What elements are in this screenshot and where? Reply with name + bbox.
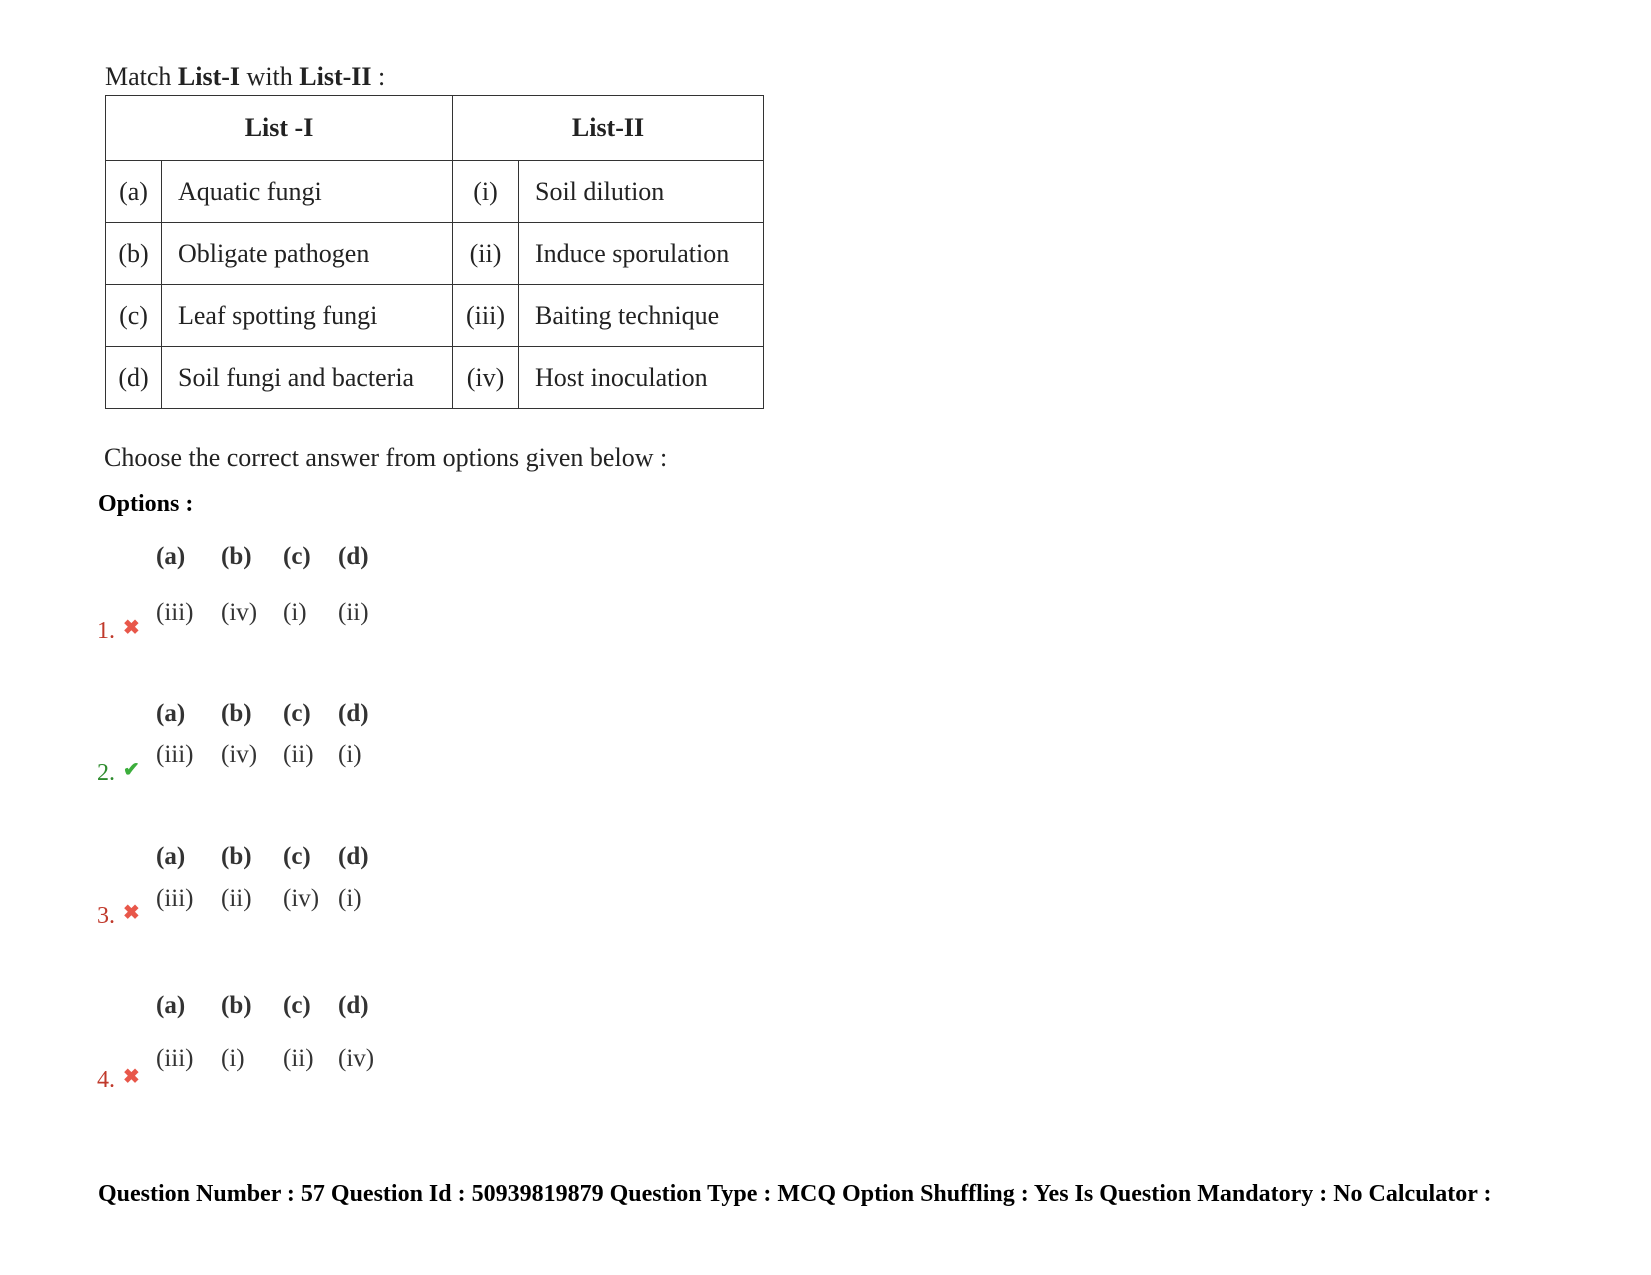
list1-item: Obligate pathogen xyxy=(162,223,453,285)
option-4-grid[interactable] xyxy=(156,992,398,1073)
option-header-row xyxy=(156,700,398,741)
option-2-number[interactable] xyxy=(97,760,140,787)
option-value: (iii) xyxy=(156,599,194,626)
table-row xyxy=(106,161,764,223)
option-number-label: 2. xyxy=(97,760,115,786)
option-header: (a) xyxy=(156,992,186,1019)
wrong-mark-icon: ✖ xyxy=(123,617,140,639)
list2-code: (i) xyxy=(453,161,519,223)
question-intro xyxy=(105,60,385,94)
wrong-mark-icon: ✖ xyxy=(123,1066,140,1088)
list2-item: Host inoculation xyxy=(519,347,764,409)
option-value: (iii) xyxy=(156,1045,194,1072)
table-row xyxy=(106,347,764,409)
option-value: (ii) xyxy=(221,885,252,912)
option-1-number[interactable] xyxy=(97,618,140,645)
option-header: (b) xyxy=(221,992,252,1019)
option-value: (i) xyxy=(221,1045,245,1072)
option-header: (b) xyxy=(221,700,252,727)
header-list2: List-II xyxy=(453,96,764,161)
option-number-label: 1. xyxy=(97,618,115,644)
intro-mid: with xyxy=(240,62,300,91)
option-header: (c) xyxy=(283,843,311,870)
option-header: (d) xyxy=(338,543,369,570)
list1-item: Leaf spotting fungi xyxy=(162,285,453,347)
option-value-row xyxy=(156,741,398,769)
option-value: (iv) xyxy=(221,599,258,626)
match-table-header-row xyxy=(106,96,764,161)
option-header: (c) xyxy=(283,543,311,570)
intro-prefix: Match xyxy=(105,62,178,91)
option-header-row xyxy=(156,543,398,599)
option-value-row xyxy=(156,1045,398,1073)
option-1-grid[interactable] xyxy=(156,543,398,627)
option-4-number[interactable] xyxy=(97,1067,140,1094)
question-instruction: Choose the correct answer from options given below : xyxy=(104,443,668,472)
option-header: (b) xyxy=(221,843,252,870)
option-value: (iv) xyxy=(338,1045,375,1072)
check-mark-icon: ✔ xyxy=(123,759,140,781)
option-value: (i) xyxy=(283,599,307,626)
list1-item: Aquatic fungi xyxy=(162,161,453,223)
list2-item: Baiting technique xyxy=(519,285,764,347)
list1-code: (d) xyxy=(106,347,162,409)
intro-list2: List-II xyxy=(299,62,372,91)
option-value: (ii) xyxy=(338,599,369,626)
option-value: (i) xyxy=(338,885,362,912)
option-header: (c) xyxy=(283,992,311,1019)
option-number-label: 4. xyxy=(97,1067,115,1093)
options-label: Options : xyxy=(98,491,194,517)
list1-code: (b) xyxy=(106,223,162,285)
match-table xyxy=(105,95,764,409)
option-header: (d) xyxy=(338,843,369,870)
list2-code: (iv) xyxy=(453,347,519,409)
list1-code: (a) xyxy=(106,161,162,223)
list2-code: (iii) xyxy=(453,285,519,347)
header-list1: List -I xyxy=(106,96,453,161)
option-value: (iv) xyxy=(283,885,320,912)
option-header: (c) xyxy=(283,700,311,727)
option-value: (i) xyxy=(338,741,362,768)
option-header: (d) xyxy=(338,700,369,727)
option-value: (iv) xyxy=(221,741,258,768)
option-header: (d) xyxy=(338,992,369,1019)
table-row xyxy=(106,285,764,347)
intro-list1: List-I xyxy=(177,62,241,91)
option-value-row xyxy=(156,885,398,913)
option-header-row xyxy=(156,843,398,885)
intro-suffix: : xyxy=(371,62,386,91)
option-header: (a) xyxy=(156,843,186,870)
list2-item: Soil dilution xyxy=(519,161,764,223)
list1-item: Soil fungi and bacteria xyxy=(162,347,453,409)
option-3-number[interactable] xyxy=(97,903,140,930)
option-header-row xyxy=(156,992,398,1045)
option-2-grid[interactable] xyxy=(156,700,398,769)
question-metadata-footer: Question Number : 57 Question Id : 50939819879 Question Type : MCQ Option Shuffling : Yes Is Question Mandatory : No Calculator : xyxy=(98,1181,1492,1207)
option-number-label: 3. xyxy=(97,903,115,929)
list2-item: Induce sporulation xyxy=(519,223,764,285)
option-header: (a) xyxy=(156,543,186,570)
option-header: (a) xyxy=(156,700,186,727)
option-3-grid[interactable] xyxy=(156,843,398,913)
list1-code: (c) xyxy=(106,285,162,347)
option-value: (iii) xyxy=(156,885,194,912)
wrong-mark-icon: ✖ xyxy=(123,902,140,924)
option-value: (ii) xyxy=(283,741,314,768)
option-value: (iii) xyxy=(156,741,194,768)
list2-code: (ii) xyxy=(453,223,519,285)
option-value-row xyxy=(156,599,398,627)
option-value: (ii) xyxy=(283,1045,314,1072)
table-row xyxy=(106,223,764,285)
option-header: (b) xyxy=(221,543,252,570)
